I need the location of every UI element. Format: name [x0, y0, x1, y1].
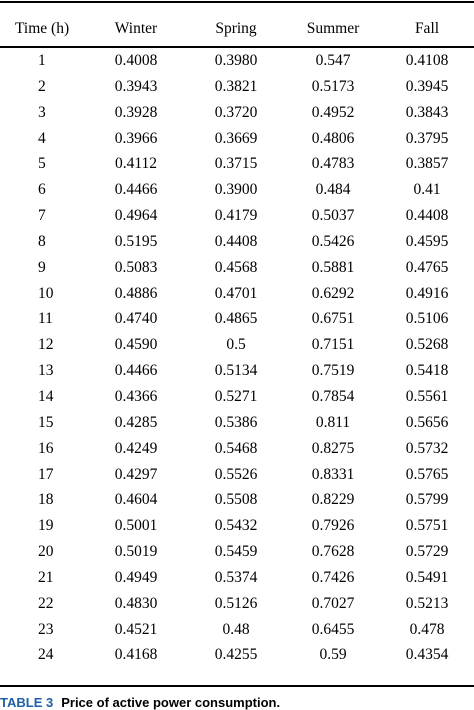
cell-summer: 0.6751 [311, 310, 355, 328]
caption-text: Price of active power consumption. [61, 695, 281, 710]
cell-winter: 0.4297 [114, 465, 158, 483]
price-table [0, 12, 474, 671]
cell-time: 19 [38, 517, 54, 535]
cell-spring: 0.3900 [214, 181, 258, 199]
cell-spring: 0.3821 [214, 77, 258, 95]
cell-fall: 0.3945 [405, 77, 449, 95]
top-rule [0, 1, 474, 3]
cell-spring: 0.4701 [214, 284, 258, 302]
cell-summer: 0.811 [315, 413, 351, 431]
table-row [0, 309, 474, 335]
table-row [0, 516, 474, 542]
cell-time: 6 [38, 181, 46, 199]
cell-spring: 0.4408 [214, 232, 258, 250]
cell-fall: 0.478 [409, 620, 445, 638]
table-row [0, 620, 474, 646]
cell-time: 10 [38, 284, 54, 302]
cell-fall: 0.5732 [405, 439, 449, 457]
cell-spring: 0.5468 [214, 439, 258, 457]
cell-summer: 0.5426 [311, 232, 355, 250]
cell-spring: 0.4568 [214, 258, 258, 276]
cell-winter: 0.4466 [114, 181, 158, 199]
cell-summer: 0.5037 [311, 207, 355, 225]
cell-fall: 0.4765 [405, 258, 449, 276]
column-header-fall: Fall [414, 19, 440, 37]
cell-winter: 0.4830 [114, 594, 158, 612]
table-row [0, 645, 474, 671]
cell-winter: 0.4590 [114, 336, 158, 354]
column-header-summer: Summer [306, 19, 360, 37]
cell-time: 2 [38, 77, 46, 95]
cell-summer: 0.6455 [311, 620, 355, 638]
cell-fall: 0.4595 [405, 232, 449, 250]
cell-fall: 0.3795 [405, 129, 449, 147]
cell-fall: 0.5656 [405, 413, 449, 431]
table-row [0, 77, 474, 103]
cell-winter: 0.4249 [114, 439, 158, 457]
cell-time: 3 [38, 103, 46, 121]
cell-summer: 0.59 [319, 646, 347, 664]
cell-winter: 0.4604 [114, 491, 158, 509]
cell-winter: 0.5019 [114, 543, 158, 561]
cell-winter: 0.4964 [114, 207, 158, 225]
bottom-rule [0, 685, 474, 687]
cell-time: 11 [38, 310, 53, 328]
cell-fall: 0.4354 [405, 646, 449, 664]
table-row [0, 232, 474, 258]
cell-summer: 0.8331 [311, 465, 355, 483]
cell-fall: 0.5268 [405, 336, 449, 354]
cell-summer: 0.5173 [311, 77, 355, 95]
cell-time: 18 [38, 491, 54, 509]
table-caption [0, 695, 280, 710]
table-row [0, 258, 474, 284]
cell-spring: 0.5 [226, 336, 246, 354]
cell-summer: 0.4806 [311, 129, 355, 147]
cell-winter: 0.4112 [114, 155, 158, 173]
cell-winter: 0.4886 [114, 284, 158, 302]
cell-summer: 0.7854 [311, 387, 355, 405]
cell-fall: 0.3857 [405, 155, 449, 173]
cell-time: 17 [38, 465, 54, 483]
cell-time: 23 [38, 620, 54, 638]
table-row [0, 51, 474, 77]
cell-fall: 0.5491 [405, 568, 449, 586]
cell-fall: 0.5751 [405, 517, 449, 535]
cell-spring: 0.5508 [214, 491, 258, 509]
cell-fall: 0.5213 [405, 594, 449, 612]
cell-time: 21 [38, 568, 54, 586]
cell-summer: 0.7027 [311, 594, 355, 612]
cell-time: 15 [38, 413, 54, 431]
cell-winter: 0.4168 [114, 646, 158, 664]
cell-spring: 0.5134 [214, 362, 258, 380]
cell-spring: 0.5526 [214, 465, 258, 483]
cell-fall: 0.4108 [405, 52, 449, 69]
cell-spring: 0.3669 [214, 129, 258, 147]
table-row [0, 103, 474, 129]
cell-winter: 0.5195 [114, 232, 158, 250]
cell-time: 7 [38, 207, 46, 225]
cell-spring: 0.5459 [214, 543, 258, 561]
table-body [0, 45, 474, 671]
cell-summer: 0.7151 [311, 336, 355, 354]
caption-label: TABLE 3 [0, 695, 54, 710]
cell-spring: 0.48 [222, 620, 250, 638]
table-row [0, 465, 474, 491]
cell-time: 16 [38, 439, 54, 457]
cell-time: 9 [38, 258, 46, 276]
cell-winter: 0.3943 [114, 77, 158, 95]
cell-winter: 0.5083 [114, 258, 158, 276]
cell-spring: 0.3980 [214, 52, 258, 69]
cell-fall: 0.5765 [405, 465, 449, 483]
cell-summer: 0.7926 [311, 517, 355, 535]
table-row [0, 129, 474, 155]
cell-summer: 0.7628 [311, 543, 355, 561]
cell-spring: 0.5386 [214, 413, 258, 431]
cell-fall: 0.41 [413, 181, 441, 199]
cell-spring: 0.4865 [214, 310, 258, 328]
cell-spring: 0.5271 [214, 387, 258, 405]
table-row [0, 206, 474, 232]
cell-winter: 0.5001 [114, 517, 158, 535]
table-row [0, 180, 474, 206]
cell-winter: 0.4949 [114, 568, 158, 586]
cell-fall: 0.4916 [405, 284, 449, 302]
column-header-winter: Winter [114, 19, 158, 37]
cell-time: 24 [38, 646, 54, 664]
cell-spring: 0.3720 [214, 103, 258, 121]
cell-winter: 0.4285 [114, 413, 158, 431]
cell-spring: 0.4255 [214, 646, 258, 664]
cell-winter: 0.4366 [114, 387, 158, 405]
cell-winter: 0.4521 [114, 620, 158, 638]
cell-fall: 0.5418 [405, 362, 449, 380]
cell-spring: 0.4179 [214, 207, 258, 225]
cell-spring: 0.3715 [214, 155, 258, 173]
cell-summer: 0.484 [315, 181, 351, 199]
cell-summer: 0.8275 [311, 439, 355, 457]
cell-winter: 0.3966 [114, 129, 158, 147]
cell-winter: 0.3928 [114, 103, 158, 121]
cell-winter: 0.4466 [114, 362, 158, 380]
cell-fall: 0.5799 [405, 491, 449, 509]
table-row [0, 439, 474, 465]
cell-fall: 0.5729 [405, 543, 449, 561]
cell-summer: 0.7519 [311, 362, 355, 380]
cell-summer: 0.5881 [311, 258, 355, 276]
cell-summer: 0.6292 [311, 284, 355, 302]
table-row [0, 413, 474, 439]
column-header-spring: Spring [215, 19, 257, 37]
cell-time: 8 [38, 232, 46, 250]
cell-spring: 0.5374 [214, 568, 258, 586]
table-row [0, 335, 474, 361]
cell-winter: 0.4740 [114, 310, 158, 328]
header-row [0, 12, 474, 45]
table-row [0, 594, 474, 620]
table-row [0, 490, 474, 516]
cell-time: 1 [38, 52, 46, 69]
cell-spring: 0.5432 [214, 517, 258, 535]
cell-time: 22 [38, 594, 54, 612]
table-row [0, 284, 474, 310]
cell-summer: 0.7426 [311, 568, 355, 586]
table-row [0, 542, 474, 568]
cell-time: 14 [38, 387, 54, 405]
cell-time: 5 [38, 155, 46, 173]
cell-summer: 0.4783 [311, 155, 355, 173]
cell-time: 12 [38, 336, 54, 354]
table-row [0, 568, 474, 594]
cell-time: 4 [38, 129, 46, 147]
table-row [0, 387, 474, 413]
cell-summer: 0.547 [315, 52, 351, 69]
table-row [0, 361, 474, 387]
cell-time: 13 [38, 362, 54, 380]
cell-time: 20 [38, 543, 54, 561]
cell-spring: 0.5126 [214, 594, 258, 612]
cell-fall: 0.3843 [405, 103, 449, 121]
cell-summer: 0.8229 [311, 491, 355, 509]
cell-summer: 0.4952 [311, 103, 355, 121]
cell-fall: 0.4408 [405, 207, 449, 225]
cell-winter: 0.4008 [114, 52, 158, 69]
column-header-time: Time (h) [15, 19, 70, 37]
cell-fall: 0.5561 [405, 387, 449, 405]
table-row [0, 154, 474, 180]
cell-fall: 0.5106 [405, 310, 449, 328]
